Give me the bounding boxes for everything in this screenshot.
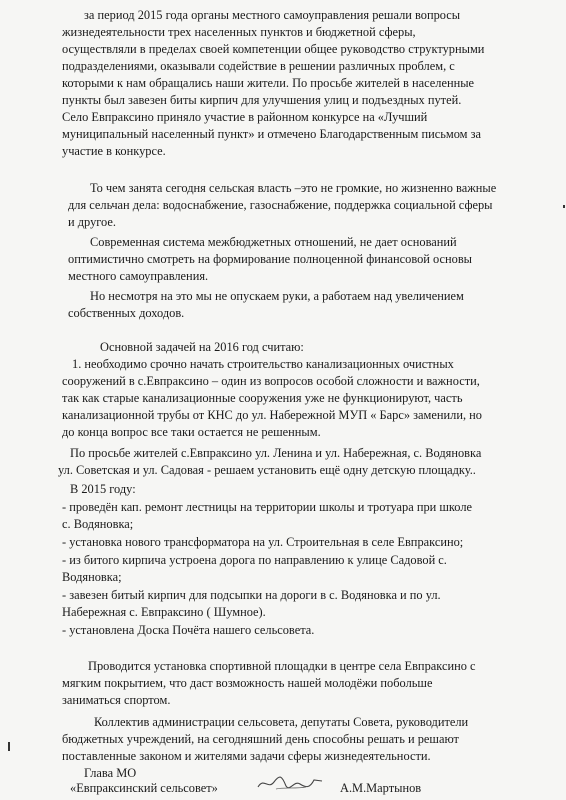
- text-line: поставленные законом и жителями задачи сферы жизнедеятельности.: [62, 749, 431, 763]
- list-item: - из битого кирпича устроена дорога по направлению к улице Садовой с.: [62, 553, 447, 567]
- list-item: Набережная с. Евпраксино ( Шумное).: [62, 605, 266, 619]
- text-line: пункты был завезен биты кирпич для улучшения улиц и подъездных путей.: [62, 93, 462, 107]
- text-line: так как старые канализационные сооружения уже не функционируют, часть: [62, 391, 463, 405]
- text-line: Но несмотря на это мы не опускаем руки, а работаем над увеличением: [90, 289, 464, 303]
- list-item: с. Водяновка;: [62, 517, 134, 531]
- text-line: канализационной трубы от КНС до ул. Набережной МУП « Барс» заменили, но: [62, 408, 482, 422]
- text-line: и другое.: [68, 215, 116, 229]
- list-item: - установка нового трансформатора на ул. Строительная в селе Евпраксино;: [62, 535, 464, 549]
- list-item: - завезен битый кирпич для подсыпки на дороги в с. Водяновка и по ул.: [62, 588, 441, 602]
- text-line: которыми к нам обращались наши жители. По просьбе жителей в населенные: [62, 76, 475, 90]
- text-line: за период 2015 года органы местного самоуправления решали вопросы: [84, 8, 461, 22]
- signatory-name: А.М.Мартынов: [340, 781, 422, 795]
- text-line: осуществляли в пределах своей компетенции общее руководство структурными: [62, 42, 485, 56]
- handwritten-signature: [254, 772, 330, 794]
- text-line: заниматься спортом.: [62, 693, 171, 707]
- text-line: То чем занята сегодня сельская власть –это не громкие, но жизненно важные: [90, 181, 497, 195]
- text-line: до конца вопрос все таки остается не решенным.: [62, 425, 321, 439]
- scan-artifact: [8, 742, 10, 751]
- text-line: участие в конкурсе.: [62, 144, 166, 158]
- text-line: По просьбе жителей с.Евпраксино ул. Ленина и ул. Набережная, с. Водяновка: [70, 446, 482, 460]
- text-line: ул. Советская и ул. Садовая - решаем установить ещё одну детскую площадку..: [58, 463, 476, 477]
- text-line: местного самоуправления.: [68, 269, 209, 283]
- text-line: оптимистично смотреть на формирование полноценной финансовой основы: [68, 252, 473, 266]
- section-heading: В 2015 году:: [70, 482, 136, 496]
- text-line: жизнедеятельности трех населенных пунктов и бюджетной сферы,: [62, 25, 416, 39]
- text-line: сооружений в с.Евпраксино – один из вопросов особой сложности и важности,: [62, 374, 480, 388]
- text-line: Коллектив администрации сельсовета, депутаты Совета, руководители: [94, 715, 469, 729]
- text-line: Проводится установка спортивной площадки в центре села Евпраксино с: [88, 659, 476, 673]
- text-line: собственных доходов.: [68, 306, 185, 320]
- text-line: подразделениями, оказывали содействие в решении различных проблем, с: [62, 59, 455, 73]
- scan-artifact: [563, 205, 565, 208]
- text-line: для сельчан дела: водоснабжение, газоснабжение, поддержка социальной сферы: [68, 198, 493, 212]
- list-item: - установлена Доска Почёта нашего сельсовета.: [62, 623, 315, 637]
- list-item: Водяновка;: [62, 570, 122, 584]
- list-item: - проведён кап. ремонт лестницы на территории школы и тротуара при школе: [62, 500, 473, 514]
- text-line: муниципальный населенный пункт» и отмечено Благодарственным письмом за: [62, 127, 481, 141]
- signature-organization: «Евпраксинский сельсовет»: [70, 781, 218, 795]
- text-line: 1. необходимо срочно начать строительство канализационных очистных: [72, 357, 454, 371]
- section-heading: Основной задачей на 2016 год считаю:: [100, 340, 304, 354]
- signature-title: Глава МО: [84, 766, 137, 780]
- text-line: Село Евпраксино приняло участие в районном конкурсе на «Лучший: [62, 110, 428, 124]
- text-line: бюджетных учреждений, на сегодняшний день способны решать и решают: [62, 732, 459, 746]
- text-line: Современная система межбюджетных отношений, не дает оснований: [90, 235, 457, 249]
- text-line: мягким покрытием, что даст возможность нашей молодёжи побольше: [62, 676, 433, 690]
